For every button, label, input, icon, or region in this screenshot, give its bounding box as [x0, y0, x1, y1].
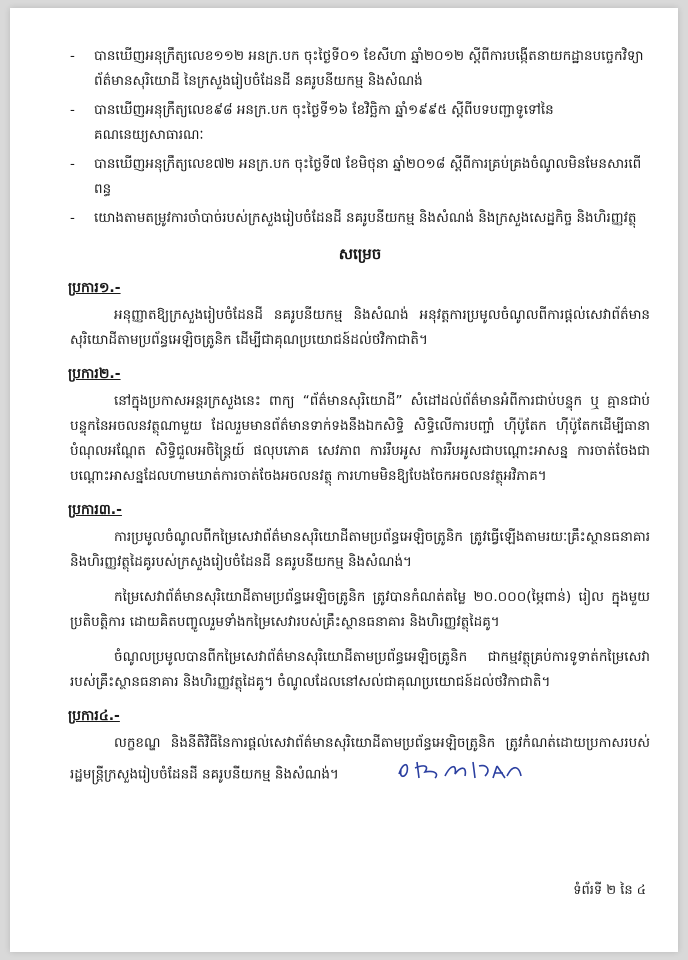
article-2-title: ប្រការ២.-	[68, 366, 121, 382]
document-body	[70, 44, 650, 803]
preamble-item: - យោងតាមតម្រូវការចាំបាច់របស់ក្រសួងរៀបចំដែនដី នគរូបនីយកម្ម និងសំណង់ និងក្រសួងសេដ្ឋកិច្ច និងហិរញ្ញវត្ថុ	[70, 210, 637, 226]
article-2-text: នៅក្នុងប្រកាសអន្តរក្រសួងនេះ ពាក្យ “ព័ត៌មានសុរិយោដី” សំដៅដល់ព័ត៌មានអំពីការជាប់បន្ទុក ឬ គ្មានជាប់បន្ទុកនៃអចលនវត្ថុណាមួយ ដែលរួមមានព័ត៌មានទាក់ទងនឹងឯកសិទ្ធិ សិទ្ធិលើការបញ្ចាំ ហ៊ីប៉ូតែក ហ៊ីប៉ូតែកដើម្បីធានាបំណុលអណ្តែត សិទ្ធិជួលអចិន្ត្រៃយ៍ ផលុបភោគ សេវភាព ការរឹបអូស ការរឹបអូសជាបណ្តោះអាសន្ន ការចាត់ចែងជាបណ្តោះអាសន្នដែលហាមឃាត់ការចាត់ចែងអចលនវត្ថុ ការហាមមិនឱ្យបែងចែកអចលនវត្ថុអវិភាគ។	[70, 393, 650, 484]
article-1-text: អនុញ្ញាតឱ្យក្រសួងរៀបចំដែនដី នគរូបនីយកម្ម និងសំណង់ អនុវត្តការប្រមូលចំណូលពីការផ្តល់សេវាព័ត៌មានសុរិយោដីតាមប្រព័ន្ធអេឡិចត្រូនិក ដើម្បីជាគុណប្រយោជន៍ដល់ថវិកាជាតិ។	[70, 307, 650, 348]
article-4-body: លក្ខខណ្ឌ និងនីតិវិធីនៃការផ្តល់សេវាព័ត៌មានសុរិយោដីតាមប្រព័ន្ធអេឡិចត្រូនិក ត្រូវកំណត់ដោយប្រកាសរបស់រដ្ឋមន្ត្រីក្រសួងរៀបចំដែនដី នគរូបនីយកម្ម និងសំណង់។	[70, 735, 650, 783]
decision-heading: សម្រេច	[338, 245, 382, 263]
preamble-list	[70, 44, 650, 231]
article-3-text-2: កម្រៃសេវាព័ត៌មានសុរិយោដីតាមប្រព័ន្ធអេឡិចត្រូនិក ត្រូវបានកំណត់តម្លៃ ២០.០០០(ម្ភៃពាន់) រៀល ក្នុងមួយប្រតិបត្តិការ ដោយគិតបញ្ចូលរួមទាំងកម្រៃសេវារបស់គ្រឹះស្ថានធនាគារ និងហិរញ្ញវត្ថុដៃគូ។	[70, 589, 650, 630]
document-page	[10, 8, 678, 952]
article-1-title: ប្រការ១.-	[68, 280, 121, 296]
article-3-text-3: ចំណូលប្រមូលបានពីកម្រៃសេវាព័ត៌មានសុរិយោដីតាមប្រព័ន្ធអេឡិចត្រូនិក ជាកម្មវត្ថុគ្រប់ការទូទាត់កម្រៃសេវារបស់គ្រឹះស្ថានធនាគារ និងហិរញ្ញវត្ថុដៃគូ។ ចំណូលដែលនៅសល់ជាគុណប្រយោជន៍ដល់ថវិកាជាតិ។	[70, 649, 650, 690]
preamble-item: - បានឃើញអនុក្រឹត្យលេខ៧២ អនក្រ.បក ចុះថ្ងៃទី៧ ខែមិថុនា ឆ្នាំ២០១៨ ស្តីពីការគ្រប់គ្រងចំណូលមិនមែនសារពើពន្ធ	[70, 156, 642, 197]
article-3-text-1: ការប្រមូលចំណូលពីកម្រៃសេវាព័ត៌មានសុរិយោដីតាមប្រព័ន្ធអេឡិចត្រូនិក ត្រូវធ្វើឡើងតាមរយៈគ្រឹះស្ថានធនាគារ និងហិរញ្ញវត្ថុដៃគូរបស់ក្រសួងរៀបចំដែនដី នគរូបនីយកម្ម និងសំណង់។	[70, 529, 650, 570]
handwritten-signature	[351, 756, 525, 793]
preamble-text: បានឃើញអនុក្រឹត្យលេខ៧២ អនក្រ.បក ចុះថ្ងៃទី៧ ខែមិថុនា ឆ្នាំ២០១៨ ស្តីពីការគ្រប់គ្រងចំណូលមិនមែនសារពើពន្ធ	[94, 156, 642, 197]
page-number: ទំព័រទី ២ នៃ ៤	[573, 883, 646, 898]
preamble-text: បានឃើញអនុក្រឹត្យលេខ៩៨ អនក្រ.បក ចុះថ្ងៃទី១៦ ខែវិច្ឆិកា ឆ្នាំ១៩៩៥ ស្តីពីបទបញ្ជាទូទៅនៃគណនេយ្យសាធារណៈ	[94, 102, 554, 143]
preamble-item: - បានឃើញអនុក្រឹត្យលេខ១១២ អនក្រ.បក ចុះថ្ងៃទី០១ ខែសីហា ឆ្នាំ២០១២ ស្តីពីការបង្កើតនាយកដ្ឋានបច្ចេកវិទ្យាព័ត៌មានសុរិយោដី នៃក្រសួងរៀបចំដែនដី នគរូបនីយកម្ម និងសំណង់	[70, 48, 644, 89]
preamble-item: - បានឃើញអនុក្រឹត្យលេខ៩៨ អនក្រ.បក ចុះថ្ងៃទី១៦ ខែវិច្ឆិកា ឆ្នាំ១៩៩៥ ស្តីពីបទបញ្ជាទូទៅនៃគណនេយ្យសាធារណៈ	[70, 102, 554, 143]
preamble-text: បានឃើញអនុក្រឹត្យលេខ១១២ អនក្រ.បក ចុះថ្ងៃទី០១ ខែសីហា ឆ្នាំ២០១២ ស្តីពីការបង្កើតនាយកដ្ឋានបច្ចេកវិទ្យាព័ត៌មានសុរិយោដី នៃក្រសួងរៀបចំដែនដី នគរូបនីយកម្ម និងសំណង់	[94, 48, 644, 89]
preamble-text: យោងតាមតម្រូវការចាំបាច់របស់ក្រសួងរៀបចំដែនដី នគរូបនីយកម្ម និងសំណង់ និងក្រសួងសេដ្ឋកិច្ច និងហិរញ្ញវត្ថុ	[94, 210, 637, 226]
article-4-title: ប្រការ៤.-	[68, 708, 120, 724]
article-3-title: ប្រការ៣.-	[68, 502, 122, 518]
article-4-text	[70, 731, 650, 793]
